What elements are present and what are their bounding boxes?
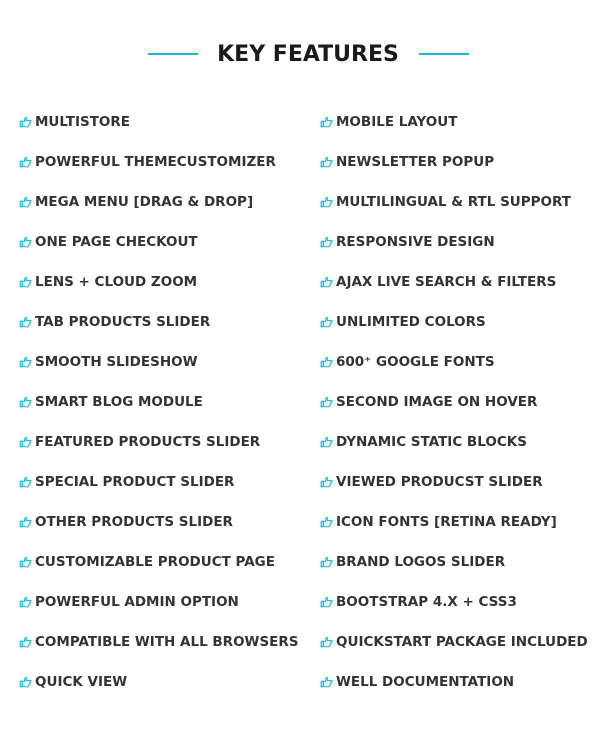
feature-label: MEGA MENU [DRAG & DROP] — [35, 194, 254, 210]
feature-label: LENS + CLOUD ZOOM — [35, 274, 198, 290]
features-list-left — [19, 102, 309, 702]
hand-pointing-right-icon — [19, 356, 32, 368]
feature-item — [19, 142, 309, 182]
feature-label: NEWSLETTER POPUP — [336, 154, 495, 170]
feature-item — [19, 662, 309, 702]
feature-item — [320, 542, 610, 582]
hand-pointing-right-icon — [19, 196, 32, 208]
hand-pointing-right-icon — [320, 276, 333, 288]
feature-label: WELL DOCUMENTATION — [336, 674, 515, 690]
feature-label: OTHER PRODUCTS SLIDER — [35, 514, 233, 530]
hand-pointing-right-icon — [320, 636, 333, 648]
feature-item — [320, 142, 610, 182]
feature-item — [19, 262, 309, 302]
feature-label: QUICK VIEW — [35, 674, 128, 690]
hand-pointing-right-icon — [19, 396, 32, 408]
title-decoration-line-right — [419, 53, 469, 55]
feature-item — [320, 262, 610, 302]
feature-label: POWERFUL ADMIN OPTION — [35, 594, 239, 610]
feature-item — [19, 102, 309, 142]
feature-item — [320, 462, 610, 502]
hand-pointing-right-icon — [320, 396, 333, 408]
feature-item — [19, 462, 309, 502]
feature-item — [19, 502, 309, 542]
feature-label: SMOOTH SLIDESHOW — [35, 354, 198, 370]
hand-pointing-right-icon — [19, 556, 32, 568]
hand-pointing-right-icon — [19, 276, 32, 288]
feature-item — [19, 182, 309, 222]
feature-label: COMPATIBLE WITH ALL BROWSERS — [35, 634, 299, 650]
feature-item — [320, 342, 610, 382]
feature-item — [19, 582, 309, 622]
hand-pointing-right-icon — [19, 116, 32, 128]
features-list-right — [320, 102, 610, 702]
feature-item — [320, 382, 610, 422]
feature-label: MULTISTORE — [35, 114, 131, 130]
feature-item — [19, 622, 309, 662]
feature-item — [320, 662, 610, 702]
hand-pointing-right-icon — [19, 476, 32, 488]
feature-label: MOBILE LAYOUT — [336, 114, 458, 130]
hand-pointing-right-icon — [19, 436, 32, 448]
feature-item — [320, 502, 610, 542]
hand-pointing-right-icon — [320, 676, 333, 688]
hand-pointing-right-icon — [19, 636, 32, 648]
feature-item — [320, 102, 610, 142]
hand-pointing-right-icon — [19, 516, 32, 528]
feature-label: FEATURED PRODUCTS SLIDER — [35, 434, 261, 450]
feature-item — [320, 422, 610, 462]
hand-pointing-right-icon — [320, 316, 333, 328]
feature-item — [19, 422, 309, 462]
feature-item — [320, 182, 610, 222]
hand-pointing-right-icon — [320, 596, 333, 608]
feature-label: DYNAMIC STATIC BLOCKS — [336, 434, 527, 450]
hand-pointing-right-icon — [320, 476, 333, 488]
feature-item — [320, 302, 610, 342]
hand-pointing-right-icon — [320, 196, 333, 208]
feature-label: ONE PAGE CHECKOUT — [35, 234, 198, 250]
feature-item — [19, 542, 309, 582]
hand-pointing-right-icon — [320, 356, 333, 368]
feature-item — [320, 582, 610, 622]
hand-pointing-right-icon — [320, 156, 333, 168]
feature-item — [19, 382, 309, 422]
section-title: KEY FEATURES — [217, 42, 399, 67]
feature-label: SMART BLOG MODULE — [35, 394, 203, 410]
feature-label: POWERFUL THEMECUSTOMIZER — [35, 154, 276, 170]
feature-label: ICON FONTS [RETINA READY] — [336, 514, 557, 530]
feature-label: AJAX LIVE SEARCH & FILTERS — [336, 274, 557, 290]
section-header — [0, 38, 616, 72]
hand-pointing-right-icon — [320, 516, 333, 528]
hand-pointing-right-icon — [19, 596, 32, 608]
feature-label: BOOTSTRAP 4.X + CSS3 — [336, 594, 517, 610]
hand-pointing-right-icon — [320, 116, 333, 128]
hand-pointing-right-icon — [320, 436, 333, 448]
feature-label: CUSTOMIZABLE PRODUCT PAGE — [35, 554, 275, 570]
feature-label: 600⁺ GOOGLE FONTS — [336, 354, 495, 370]
feature-item — [19, 222, 309, 262]
feature-label: RESPONSIVE DESIGN — [336, 234, 495, 250]
feature-label: VIEWED PRODUCST SLIDER — [336, 474, 543, 490]
feature-label: SPECIAL PRODUCT SLIDER — [35, 474, 235, 490]
feature-label: UNLIMITED COLORS — [336, 314, 486, 330]
feature-item — [320, 622, 610, 662]
feature-label: BRAND LOGOS SLIDER — [336, 554, 506, 570]
hand-pointing-right-icon — [19, 156, 32, 168]
feature-label: MULTILINGUAL & RTL SUPPORT — [336, 194, 572, 210]
hand-pointing-right-icon — [320, 236, 333, 248]
feature-label: TAB PRODUCTS SLIDER — [35, 314, 211, 330]
hand-pointing-right-icon — [19, 236, 32, 248]
feature-label: SECOND IMAGE ON HOVER — [336, 394, 538, 410]
hand-pointing-right-icon — [19, 676, 32, 688]
feature-item — [19, 302, 309, 342]
hand-pointing-right-icon — [19, 316, 32, 328]
feature-item — [320, 222, 610, 262]
feature-item — [19, 342, 309, 382]
feature-label: QUICKSTART PACKAGE INCLUDED — [336, 634, 588, 650]
hand-pointing-right-icon — [320, 556, 333, 568]
